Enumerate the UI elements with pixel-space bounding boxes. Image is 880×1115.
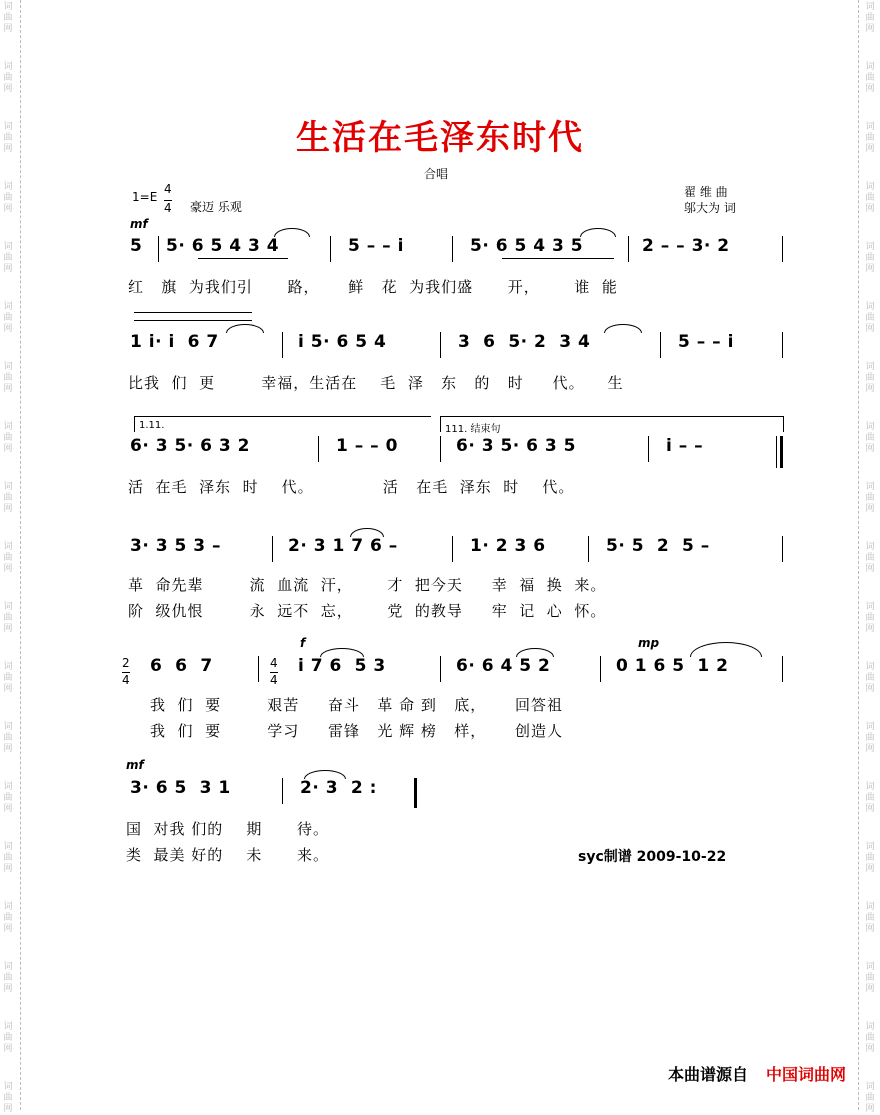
- dynamic-mp: mp: [638, 636, 660, 650]
- barline: [588, 536, 589, 562]
- time-change-2-num: 2: [122, 656, 130, 670]
- lyrics-verse-2-line-5: 我 们 要 学习 雷锋 光 辉 榜 样， 创造人: [150, 722, 564, 740]
- barline: [782, 656, 783, 682]
- composer: 翟 维 曲: [684, 185, 728, 199]
- barline: [776, 436, 777, 468]
- measure: 6· 6 4 5 2: [456, 656, 551, 676]
- subtitle: 合唱: [424, 167, 449, 181]
- watermark-text: 词 曲 网: [3, 842, 13, 874]
- watermark-text: 词 曲 网: [865, 962, 875, 994]
- slur: [320, 648, 364, 657]
- watermark-text: 词 曲 网: [3, 182, 13, 214]
- watermark-text: 词 曲 网: [3, 362, 13, 394]
- watermark-text: 词 曲 网: [865, 782, 875, 814]
- watermark-text: 词 曲 网: [865, 122, 875, 154]
- barline: [782, 536, 783, 562]
- watermark-text: 词 曲 网: [865, 422, 875, 454]
- barline: [282, 332, 283, 358]
- barline: [282, 778, 283, 804]
- measure: 1· 2 3 6: [470, 536, 546, 556]
- watermark-text: 词 曲 网: [865, 1022, 875, 1054]
- tempo-marking: 豪迈 乐观: [190, 200, 242, 214]
- watermark-text: 词 曲 网: [865, 2, 875, 34]
- slur: [580, 228, 616, 237]
- dynamic-f: f: [300, 636, 306, 650]
- watermark-text: 词 曲 网: [3, 1082, 13, 1114]
- time-numerator: 4: [164, 182, 172, 196]
- measure: 5· 5 2 5 –: [606, 536, 710, 556]
- measure: 5· 6 5 4 3 5: [470, 236, 584, 256]
- watermark-text: 词 曲 网: [3, 422, 13, 454]
- beam: [198, 258, 288, 259]
- lyrics-verse-1-line-6: 国 对我 们的 期 待。: [126, 820, 329, 838]
- slur: [304, 770, 346, 779]
- repeat-end-barline: [414, 778, 417, 808]
- watermark-text: 词 曲 网: [865, 542, 875, 574]
- time-change-4-den: 4: [270, 673, 278, 687]
- barline: [258, 656, 259, 682]
- lyrics-verse-1-line-4: 革 命先辈 流 血流 汗， 才 把今天 幸 福 换 来。: [128, 576, 607, 594]
- barline: [440, 656, 441, 682]
- lyrics-verse-2-line-4: 阶 级仇恨 永 远不 忘， 党 的教导 牢 记 心 怀。: [128, 602, 607, 620]
- barline: [318, 436, 319, 462]
- watermark-text: 词 曲 网: [3, 122, 13, 154]
- watermark-text: 词 曲 网: [3, 2, 13, 34]
- barline: [452, 236, 453, 262]
- watermark-text: 词 曲 网: [865, 902, 875, 934]
- time-change-4-num: 4: [270, 656, 278, 670]
- left-watermark-strip: [0, 0, 18, 1114]
- measure: 6 6 7: [150, 656, 213, 676]
- measure: 5 – – i: [678, 332, 734, 352]
- measure: 5· 6 5 4 3 4: [166, 236, 280, 256]
- slur: [274, 228, 310, 237]
- source-footer: [668, 1062, 846, 1085]
- watermark-text: 词 曲 网: [3, 902, 13, 934]
- barline: [158, 236, 159, 262]
- measure: 3· 6 5 3 1: [130, 778, 231, 798]
- key-signature: 1=E: [132, 190, 158, 204]
- final-barline: [780, 436, 783, 468]
- lyrics-verse-1-line-5: 我 们 要 艰苦 奋斗 革 命 到 底， 回答祖: [150, 696, 564, 714]
- measure: 2· 3 1 7 6 –: [288, 536, 398, 556]
- watermark-text: 词 曲 网: [3, 62, 13, 94]
- watermark-text: 词 曲 网: [3, 302, 13, 334]
- time-denominator: 4: [164, 201, 172, 215]
- barline: [272, 536, 273, 562]
- watermark-text: 词 曲 网: [865, 482, 875, 514]
- slur: [226, 324, 264, 333]
- beam: [502, 258, 614, 259]
- right-watermark-strip: [862, 0, 880, 1114]
- barline: [660, 332, 661, 358]
- watermark-text: 词 曲 网: [865, 242, 875, 274]
- watermark-text: 词 曲 网: [3, 962, 13, 994]
- barline: [440, 436, 441, 462]
- watermark-text: 词 曲 网: [3, 1022, 13, 1054]
- barline: [648, 436, 649, 462]
- time-change-2-den: 4: [122, 673, 130, 687]
- barline: [600, 656, 601, 682]
- measure: 3· 3 5 3 –: [130, 536, 221, 556]
- song-title: 生活在毛泽东时代: [296, 118, 584, 158]
- barline: [782, 236, 783, 262]
- measure: i – –: [666, 436, 704, 456]
- measure: 5 – – i: [348, 236, 404, 256]
- measure: i 7 6 5 3: [298, 656, 386, 676]
- source-label: 本曲谱源自: [667, 1065, 748, 1084]
- watermark-text: 词 曲 网: [865, 662, 875, 694]
- measure: 1 – – 0: [336, 436, 398, 456]
- watermark-text: 词 曲 网: [3, 782, 13, 814]
- watermark-text: 词 曲 网: [865, 362, 875, 394]
- slur: [516, 648, 554, 657]
- barline: [330, 236, 331, 262]
- measure: 6· 3 5· 6 3 2: [130, 436, 250, 456]
- engraver-credit: syc制谱 2009-10-22: [578, 849, 727, 865]
- lyricist: 邬大为 词: [684, 201, 736, 215]
- lyrics-verse-2-line-6: 类 最美 好的 未 来。: [126, 846, 329, 864]
- slur: [350, 528, 384, 537]
- watermark-text: 词 曲 网: [865, 182, 875, 214]
- watermark-text: 词 曲 网: [865, 1082, 875, 1114]
- barline: [782, 332, 783, 358]
- measure: 2 – – 3· 2: [642, 236, 730, 256]
- barline: [628, 236, 629, 262]
- watermark-text: 词 曲 网: [3, 482, 13, 514]
- watermark-text: 词 曲 网: [865, 62, 875, 94]
- dynamic-mf: mf: [126, 758, 144, 772]
- slur: [690, 642, 762, 657]
- measure: 2· 3 2 :: [300, 778, 377, 798]
- lyrics-line-3: 活 在毛 泽东 时 代。 活 在毛 泽东 时 代。: [128, 478, 575, 496]
- watermark-text: 词 曲 网: [3, 602, 13, 634]
- watermark-text: 词 曲 网: [3, 242, 13, 274]
- tempo-line: [134, 312, 252, 321]
- watermark-text: 词 曲 网: [3, 722, 13, 754]
- measure: 0 1 6 5 1 2: [616, 656, 729, 676]
- watermark-text: 词 曲 网: [3, 542, 13, 574]
- lyrics-line-2: 比我 们 更 幸福，生活在 毛 泽 东 的 时 代。 生: [128, 374, 624, 392]
- slur: [604, 324, 642, 333]
- lyrics-line-1: 红 旗 为我们引 路， 鲜 花 为我们盛 开， 谁 能: [128, 278, 618, 296]
- final-ending-bracket: 111. 结束句: [440, 416, 784, 432]
- watermark-text: 词 曲 网: [865, 722, 875, 754]
- barline: [440, 332, 441, 358]
- measure: 3 6 5· 2 3 4: [458, 332, 591, 352]
- watermark-text: 词 曲 网: [865, 302, 875, 334]
- first-ending-bracket: 1.11.: [134, 416, 431, 432]
- watermark-text: 词 曲 网: [865, 602, 875, 634]
- barline: [452, 536, 453, 562]
- watermark-text: 词 曲 网: [3, 662, 13, 694]
- source-brand: 中国词曲网: [765, 1065, 846, 1084]
- pickup-note: 5: [130, 236, 142, 256]
- watermark-text: 词 曲 网: [865, 842, 875, 874]
- measure: 6· 3 5· 6 3 5: [456, 436, 576, 456]
- dynamic-mf: mf: [130, 217, 148, 231]
- measure: i 5· 6 5 4: [298, 332, 387, 352]
- measure: 1 i· i 6 7: [130, 332, 219, 352]
